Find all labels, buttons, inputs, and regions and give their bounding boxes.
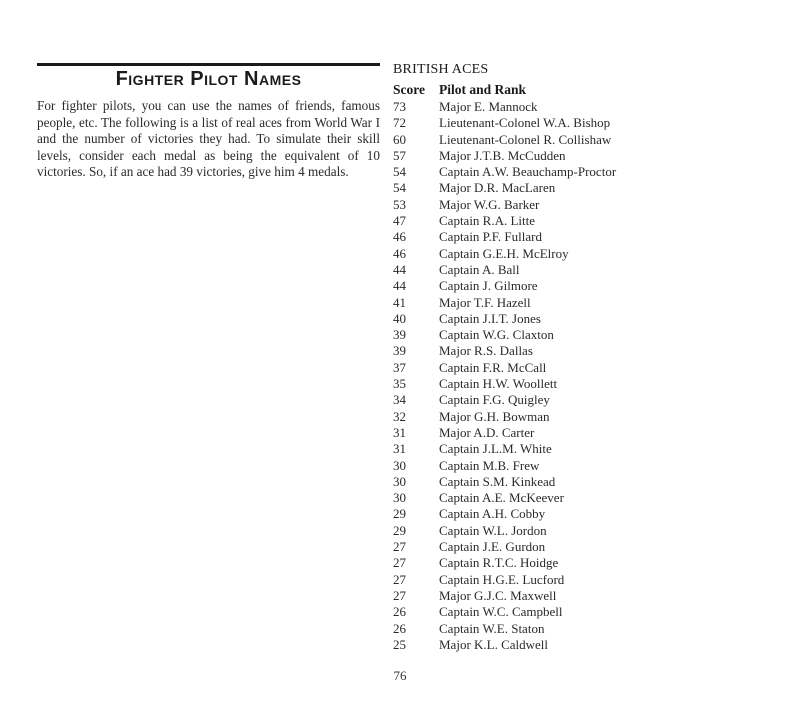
table-row	[393, 164, 773, 180]
ace-name: Captain W.L. Jordon	[439, 522, 547, 538]
ace-score: 54	[393, 164, 406, 180]
table-row	[393, 197, 773, 213]
table-row	[393, 425, 773, 441]
ace-name: Captain A.E. McKeever	[439, 490, 564, 506]
ace-name: Captain S.M. Kinkead	[439, 473, 556, 489]
ace-name: Captain H.G.E. Lucford	[439, 571, 565, 587]
aces-list	[393, 99, 773, 653]
table-row	[393, 115, 773, 131]
ace-score: 41	[393, 294, 406, 310]
table-row	[393, 637, 773, 653]
table-row	[393, 360, 773, 376]
table-row	[393, 409, 773, 425]
ace-score: 30	[393, 473, 406, 489]
ace-score: 35	[393, 376, 406, 392]
ace-score: 29	[393, 522, 406, 538]
ace-name: Major D.R. MacLaren	[439, 180, 556, 196]
ace-score: 27	[393, 539, 406, 555]
intro-paragraph: For fighter pilots, you can use the names of friends, famous people, etc. The following is a list of real aces from World War I and the number of victories they had. To simulate their skill levels, consider each medal as being the equivalent of 10 victories. So, if an ace had 39 victories, give him 4 medals.	[37, 98, 380, 180]
ace-name: Captain M.B. Frew	[439, 457, 540, 473]
table-row	[393, 490, 773, 506]
ace-score: 34	[393, 392, 406, 408]
table-row	[393, 588, 773, 604]
table-row	[393, 295, 773, 311]
ace-score: 27	[393, 571, 406, 587]
ace-name: Captain H.W. Woollett	[439, 376, 558, 392]
ace-name: Major A.D. Carter	[439, 424, 535, 440]
ace-score: 44	[393, 261, 406, 277]
ace-score: 37	[393, 359, 406, 375]
table-row	[393, 246, 773, 262]
page-number: 76	[393, 668, 407, 683]
ace-name: Captain A.H. Cobby	[439, 506, 546, 522]
ace-name: Major G.H. Bowman	[439, 408, 550, 424]
ace-score: 40	[393, 310, 406, 326]
ace-name: Captain R.T.C. Hoidge	[439, 555, 559, 571]
table-row	[393, 523, 773, 539]
ace-name: Major E. Mannock	[439, 99, 538, 114]
ace-name: Lieutenant-Colonel W.A. Bishop	[439, 115, 611, 131]
table-row	[393, 604, 773, 620]
ace-name: Major T.F. Hazell	[439, 294, 531, 310]
ace-score: 39	[393, 327, 406, 343]
ace-score: 30	[393, 457, 406, 473]
ace-score: 47	[393, 213, 406, 229]
table-row	[393, 555, 773, 571]
ace-score: 32	[393, 408, 406, 424]
table-row	[393, 278, 773, 294]
table-row	[393, 229, 773, 245]
table-row	[393, 148, 773, 164]
ace-score: 44	[393, 278, 406, 294]
ace-score: 39	[393, 343, 406, 359]
ace-name: Major G.J.C. Maxwell	[439, 587, 557, 603]
table-row	[393, 213, 773, 229]
table-row	[393, 392, 773, 408]
table-row	[393, 506, 773, 522]
table-row	[393, 180, 773, 196]
aces-heading: BRITISH ACES	[393, 62, 489, 77]
ace-name: Captain P.F. Fullard	[439, 229, 542, 245]
ace-score: 25	[393, 636, 406, 652]
ace-score: 57	[393, 147, 406, 163]
ace-name: Lieutenant-Colonel R. Collishaw	[439, 131, 612, 147]
table-row	[393, 458, 773, 474]
table-row	[393, 441, 773, 457]
table-row	[393, 99, 773, 115]
ace-score: 60	[393, 131, 406, 147]
ace-name: Captain J.L.M. White	[439, 441, 552, 457]
ace-score: 27	[393, 555, 406, 571]
ace-score: 46	[393, 245, 406, 261]
ace-score: 54	[393, 180, 406, 196]
ace-name: Captain A. Ball	[439, 261, 520, 277]
ace-score: 26	[393, 620, 406, 636]
table-row	[393, 621, 773, 637]
table-row	[393, 572, 773, 588]
table-row	[393, 376, 773, 392]
ace-name: Captain R.A. Litte	[439, 213, 536, 229]
ace-name: Major R.S. Dallas	[439, 343, 533, 359]
section-rule	[37, 63, 380, 66]
column-header-score: Score	[393, 82, 425, 97]
ace-name: Captain A.W. Beauchamp-Proctor	[439, 164, 617, 180]
ace-score: 29	[393, 506, 406, 522]
column-header-pilot: Pilot and Rank	[439, 82, 527, 97]
table-row	[393, 262, 773, 278]
table-row	[393, 132, 773, 148]
ace-name: Captain J. Gilmore	[439, 278, 538, 294]
section-title: Fighter Pilot Names	[115, 68, 302, 90]
ace-name: Captain W.G. Claxton	[439, 327, 554, 343]
ace-name: Captain G.E.H. McElroy	[439, 245, 569, 261]
ace-score: 31	[393, 441, 406, 457]
table-row	[393, 539, 773, 555]
ace-name: Captain F.G. Quigley	[439, 392, 550, 408]
ace-name: Captain W.C. Campbell	[439, 604, 563, 620]
ace-name: Captain J.I.T. Jones	[439, 310, 541, 326]
ace-name: Captain W.E. Staton	[439, 620, 545, 636]
ace-score: 46	[393, 229, 406, 245]
table-row	[393, 311, 773, 327]
ace-name: Captain J.E. Gurdon	[439, 539, 546, 555]
table-row	[393, 327, 773, 343]
ace-name: Major K.L. Caldwell	[439, 636, 549, 652]
ace-name: Captain F.R. McCall	[439, 359, 547, 375]
ace-score: 30	[393, 490, 406, 506]
ace-name: Major W.G. Barker	[439, 196, 540, 212]
ace-score: 73	[393, 99, 406, 114]
ace-score: 31	[393, 424, 406, 440]
ace-name: Major J.T.B. McCudden	[439, 147, 566, 163]
ace-score: 27	[393, 587, 406, 603]
ace-score: 53	[393, 196, 406, 212]
ace-score: 26	[393, 604, 406, 620]
table-row	[393, 343, 773, 359]
ace-score: 72	[393, 115, 406, 131]
table-row	[393, 474, 773, 490]
